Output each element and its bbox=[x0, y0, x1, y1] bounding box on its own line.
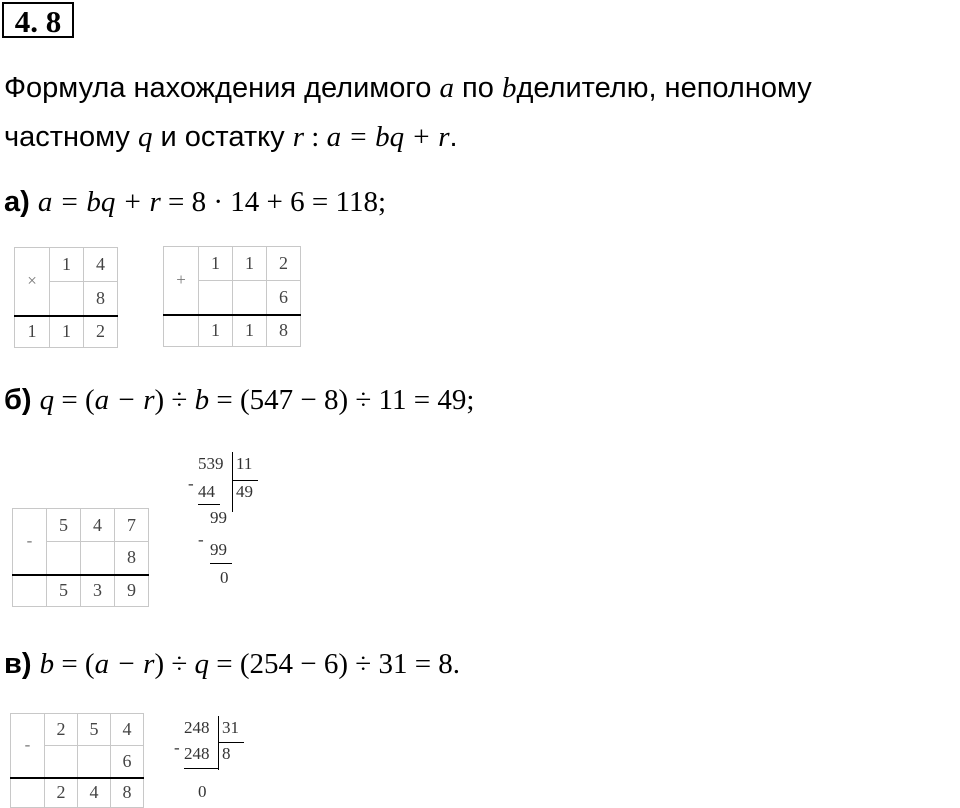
cell bbox=[78, 746, 111, 778]
cell: 1 bbox=[199, 247, 233, 281]
result-cell: 1 bbox=[50, 316, 84, 348]
formula-text: ) ÷ bbox=[154, 648, 195, 680]
part-c-label: в) bbox=[4, 648, 32, 680]
part-b-formula bbox=[4, 384, 474, 416]
long-division-c bbox=[174, 716, 264, 806]
cell bbox=[50, 282, 84, 316]
remainder: 0 bbox=[198, 782, 207, 801]
result-cell: 1 bbox=[199, 315, 233, 347]
division-bar bbox=[232, 452, 233, 512]
divisor: 31 bbox=[222, 718, 239, 737]
dividend: 539 bbox=[198, 454, 224, 473]
cell: 5 bbox=[78, 714, 111, 746]
cell: 8 bbox=[115, 542, 149, 575]
formula-text: = ( bbox=[54, 384, 95, 416]
result-cell: 1 bbox=[15, 316, 50, 348]
part-c-formula bbox=[4, 648, 460, 680]
result-cell: 4 bbox=[78, 778, 111, 808]
formula: a = bq + r bbox=[326, 121, 450, 153]
cell bbox=[233, 281, 267, 315]
subtrahend: 248 bbox=[184, 744, 210, 763]
plus-sign: + bbox=[164, 247, 199, 315]
formula-numeric: = (547 − 8) ÷ 11 = 49; bbox=[209, 384, 475, 416]
var-q: q bbox=[194, 648, 210, 680]
var-q: q bbox=[39, 384, 55, 416]
subtrahend: 99 bbox=[210, 540, 227, 559]
cell bbox=[47, 542, 81, 575]
result-cell: 8 bbox=[267, 315, 301, 347]
result-cell: 2 bbox=[45, 778, 78, 808]
minus-sign: - bbox=[174, 738, 180, 757]
formula-symbolic: a − r bbox=[94, 648, 155, 680]
minus-sign: - bbox=[11, 714, 45, 778]
result-cell bbox=[13, 575, 47, 607]
partial-remainder: 99 bbox=[210, 508, 227, 527]
cell: 2 bbox=[45, 714, 78, 746]
long-division-b bbox=[188, 452, 278, 607]
quotient-line bbox=[232, 480, 258, 481]
quotient-line bbox=[218, 742, 244, 743]
result-cell bbox=[11, 778, 45, 808]
formula-symbolic: a = bq + r bbox=[37, 186, 161, 218]
cell: 5 bbox=[47, 509, 81, 542]
subtrahend: 44 bbox=[198, 482, 215, 501]
part-a-label: а) bbox=[4, 186, 30, 218]
minus-sign: - bbox=[198, 530, 204, 549]
intro-text: по bbox=[453, 72, 502, 104]
addition-table bbox=[163, 246, 301, 347]
var-b: b bbox=[39, 648, 55, 680]
intro-text: делителю, неполному bbox=[516, 72, 812, 104]
quotient: 8 bbox=[222, 744, 231, 763]
result-cell: 8 bbox=[111, 778, 144, 808]
subtraction-line bbox=[198, 504, 220, 505]
intro-line-1 bbox=[4, 72, 812, 104]
result-cell: 1 bbox=[233, 315, 267, 347]
cell: 4 bbox=[111, 714, 144, 746]
var-q: q bbox=[137, 121, 153, 153]
cell: 8 bbox=[84, 282, 118, 316]
multiply-sign: × bbox=[15, 248, 50, 316]
cell: 2 bbox=[267, 247, 301, 281]
cell bbox=[199, 281, 233, 315]
var-b: b bbox=[501, 72, 517, 104]
result-cell: 5 bbox=[47, 575, 81, 607]
period: . bbox=[449, 121, 458, 153]
cell: 7 bbox=[115, 509, 149, 542]
subtraction-table-c bbox=[10, 713, 144, 808]
quotient: 49 bbox=[236, 482, 253, 501]
formula-symbolic: a − r bbox=[94, 384, 155, 416]
intro-text: Формула нахождения делимого bbox=[4, 72, 440, 104]
formula-text: = ( bbox=[54, 648, 95, 680]
divisor: 11 bbox=[236, 454, 253, 473]
result-cell: 2 bbox=[84, 316, 118, 348]
dividend: 248 bbox=[184, 718, 210, 737]
minus-sign: - bbox=[13, 509, 47, 575]
subtraction-line bbox=[184, 768, 218, 769]
cell: 6 bbox=[111, 746, 144, 778]
subtraction-line bbox=[210, 563, 232, 564]
subtraction-table-b bbox=[12, 508, 149, 607]
division-bar bbox=[218, 716, 219, 770]
part-a-formula bbox=[4, 186, 386, 218]
part-b-label: б) bbox=[4, 384, 32, 416]
result-cell: 9 bbox=[115, 575, 149, 607]
result-cell bbox=[164, 315, 199, 347]
cell: 1 bbox=[233, 247, 267, 281]
intro-text: и остатку bbox=[152, 121, 293, 153]
var-r: r bbox=[292, 121, 305, 153]
intro-text: частному bbox=[4, 121, 138, 153]
formula-text: ) ÷ bbox=[154, 384, 195, 416]
intro-line-2 bbox=[4, 121, 458, 153]
multiplication-table bbox=[14, 247, 118, 348]
cell: 4 bbox=[81, 509, 115, 542]
exercise-number: 4. 8 bbox=[2, 2, 74, 38]
formula-numeric: = 8 · 14 + 6 = 118; bbox=[160, 186, 386, 218]
minus-sign: - bbox=[188, 474, 194, 493]
cell: 1 bbox=[50, 248, 84, 282]
cell bbox=[45, 746, 78, 778]
formula-numeric: = (254 − 6) ÷ 31 = 8. bbox=[209, 648, 461, 680]
var-a: a bbox=[439, 72, 454, 104]
cell bbox=[81, 542, 115, 575]
var-b: b bbox=[194, 384, 210, 416]
remainder: 0 bbox=[220, 568, 229, 587]
result-cell: 3 bbox=[81, 575, 115, 607]
cell: 6 bbox=[267, 281, 301, 315]
colon: : bbox=[304, 121, 327, 153]
cell: 4 bbox=[84, 248, 118, 282]
